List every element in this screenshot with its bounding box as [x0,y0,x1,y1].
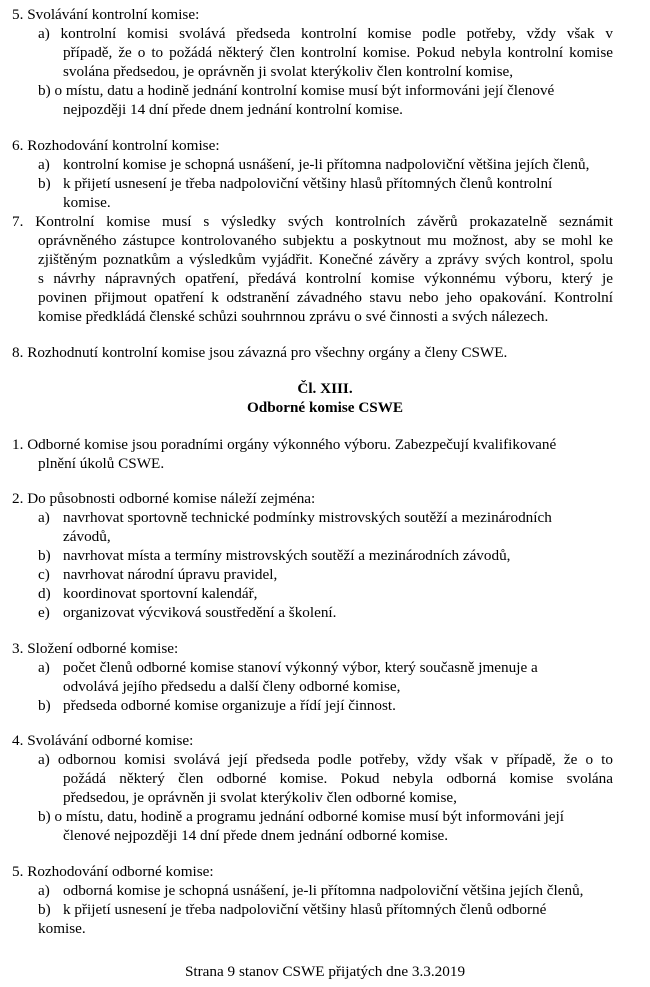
o5-item-a-text: odborná komise je schopná usnášení, je-li přítomna nadpoloviční většina jejích členů, [63,882,584,899]
s6-item-b-line2: komise. [63,194,111,211]
s6-item-b-marker: b) [38,175,51,192]
s7-line5: povinen přijmout opatření k odstranění závadného stavu nebo jeho opakování. Kontrolní [38,289,613,306]
o4-item-a-line1: a) odbornou komisi svolává její předseda podle potřeby, vždy však v případě, že o to [38,751,613,768]
o4-heading: 4. Svolávání odborné komise: [12,732,194,749]
s6-item-a-text: kontrolní komise je schopná usnášení, je-li přítomna nadpoloviční většina jejích členů, [63,156,590,173]
o4-item-b-line1: b) o místu, datu, hodině a programu jednání odborné komise musí být informováni její [38,808,564,825]
o4-item-b-line2: členové nejpozději 14 dní přede dnem jednání odborné komise. [63,827,449,844]
o2-item-b-text: navrhovat místa a termíny mistrovských soutěží a mezinárodních závodů, [63,547,511,564]
s7-line2: oprávněného zástupce kontrolovaného subjektu a poskytnout mu možnost, aby se mohl ke [38,232,613,249]
o2-item-a-marker: a) [38,509,50,526]
o2-item-e-text: organizovat výcviková soustředění a školení. [63,604,337,621]
o3-item-b-text: předseda odborné komise organizuje a řídí její činnost. [63,697,396,714]
page-footer: Strana 9 stanov CSWE přijatých dne 3.3.2019 [184,963,466,980]
s5-item-b-line2: nejpozději 14 dní přede dnem jednání kontrolní komise. [63,101,403,118]
o3-item-a-line1: počet členů odborné komise stanoví výkonný výbor, který současně jmenuje a [63,659,538,676]
o2-item-a-line1: navrhovat sportovně technické podmínky mistrovských soutěží a mezinárodních [63,509,552,526]
o3-item-a-line2: odvolává jejího předsedu a další členy odborné komise, [63,678,401,695]
o2-heading: 2. Do působnosti odborné komise náleží zejména: [12,490,316,507]
s5-item-a-line2: případě, že o to požádá některý člen kontrolní komise. Pokud nebyla kontrolní komise [63,44,613,61]
o3-item-b-marker: b) [38,697,51,714]
o5-item-b-marker: b) [38,901,51,918]
s7-line1: 7. Kontrolní komise musí s výsledky svých kontrolních závěrů prokazatelně seznámit [12,213,613,230]
article-number: Čl. XIII. [297,380,353,397]
o2-item-c-text: navrhovat národní úpravu pravidel, [63,566,278,583]
article-title: Odborné komise CSWE [246,399,404,416]
s5-item-b-line1: b) o místu, datu a hodině jednání kontrolní komise musí být informováni její členové [38,82,555,99]
o4-item-a-line2: požádá některý člen odborné komise. Pokud nebyla odborná komise svolána [63,770,613,787]
s6-item-a-marker: a) [38,156,50,173]
o5-item-b-line1: k přijetí usnesení je třeba nadpoloviční většiny hlasů přítomných členů odborné [63,901,547,918]
o3-heading: 3. Složení odborné komise: [12,640,179,657]
o5-heading: 5. Rozhodování odborné komise: [12,863,214,880]
o2-item-d-marker: d) [38,585,51,602]
o5-item-a-marker: a) [38,882,50,899]
section-5-heading: 5. Svolávání kontrolní komise: [12,6,200,23]
o4-item-a-line3: předsedou, je oprávněn ji svolat kterýkoliv člen odborné komise, [63,789,457,806]
o2-item-e-marker: e) [38,604,50,621]
o2-item-b-marker: b) [38,547,51,564]
s5-item-a-line3: svolána předsedou, je oprávněn ji svolat kterýkoliv člen kontrolní komise, [63,63,514,80]
s5-item-a-line1: a) kontrolní komisi svolává předseda kontrolní komise podle potřeby, vždy však v [38,25,613,42]
o2-item-c-marker: c) [38,566,50,583]
o2-item-d-text: koordinovat sportovní kalendář, [63,585,258,602]
s7-line6: komise předkládá členské schůzi souhrnnou zprávu o své činnosti a svých nálezech. [38,308,549,325]
s8-line1: 8. Rozhodnutí kontrolní komise jsou závazná pro všechny orgány a členy CSWE. [12,344,508,361]
s6-item-b-line1: k přijetí usnesení je třeba nadpoloviční většiny hlasů přítomných členů kontrolní [63,175,553,192]
o2-item-a-line2: závodů, [63,528,111,545]
s7-line4: s návrhy nápravných opatření, předává kontrolní komise výkonnému výboru, který je [38,270,613,287]
o5-item-b-line2: komise. [38,920,86,937]
section-6-heading: 6. Rozhodování kontrolní komise: [12,137,220,154]
o1-line2: plnění úkolů CSWE. [38,455,165,472]
s7-line3: zjištěným poznatkům a výsledkům vyjádřit. Konečné závěry a zprávy svých kontrol, spolu [38,251,613,268]
o1-line1: 1. Odborné komise jsou poradními orgány výkonného výboru. Zabezpečují kvalifikované [12,436,557,453]
o3-item-a-marker: a) [38,659,50,676]
